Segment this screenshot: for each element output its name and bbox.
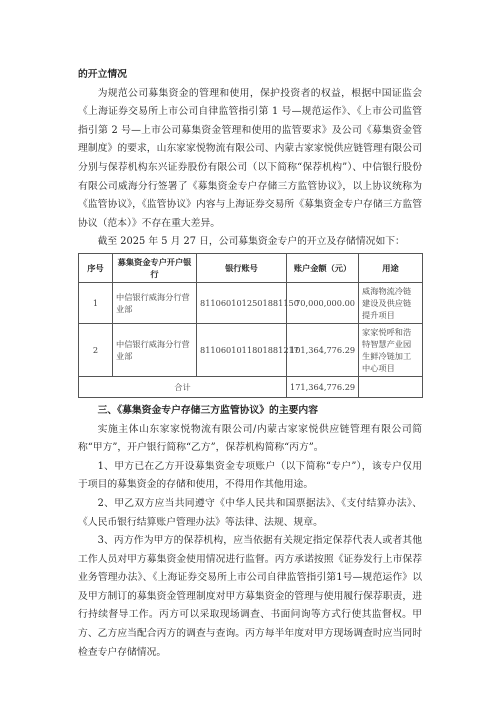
table-header-cell: 账户金额（元）: [287, 253, 359, 282]
table-total-value: 171,364,776.29: [287, 376, 359, 397]
table-cell-index: 1: [79, 282, 113, 323]
table-total-label: 合计: [79, 376, 287, 397]
paragraph-parties: 实施主体山东家家悦物流有限公司/内蒙古家家悦供应链管理有限公司简称“甲方”，开户银行简称“乙方”，保荐机构简称“丙方”。: [78, 423, 422, 454]
table-total-empty: [359, 376, 423, 397]
paragraph-clause-2: 2、甲乙双方应当共同遵守《中华人民共和国票据法》、《支付结算办法》、《人民币银行结算账户管理办法》等法律、法规、规章。: [78, 497, 422, 528]
table-cell-index: 2: [79, 323, 113, 376]
paragraph-regulation: 为规范公司募集资金的管理和使用，保护投资者的权益，根据中国证监会《上海证券交易所上市公司自律监管指引第 1 号—规范运作》、《上市公司监管指引第 2 号—上市公司募集资金管理和使用的监管要求》及公司《募集资金管理制度》的要求，山东家家悦物流有限公司、内蒙古家家悦供应链管理有限公司分别与保荐机构东兴证券股份有限公司（以下简称“保荐机构”）、中信银行股份有限公司威海分行签署了《募集资金专户存储三方监管协议》，以上协议统称为《监管协议》，《监管协议》内容与上海证券交易所《募集资金专户存储三方监管协议（范本）》不存在重大差异。: [78, 87, 422, 229]
table-row: [79, 323, 423, 376]
account-table: [78, 253, 423, 398]
table-header-cell: 银行账号: [197, 253, 287, 282]
table-cell-bank: 中信银行威海分行营业部: [113, 323, 197, 376]
paragraph-table-intro: 截至 2025 年 5 月 27 日，公司募集资金专户的开立及存储情况如下：: [97, 236, 405, 248]
table-cell-account: 8110601011801881217: [197, 323, 287, 376]
table-cell-purpose: 家家悦呼和浩特智慧产业园生鲜冷链加工中心项目: [359, 323, 423, 376]
section-heading-continued: 的开立情况: [78, 69, 127, 80]
table-header-row: [79, 253, 423, 282]
table-row: [79, 282, 423, 323]
paragraph-clause-3: 3、丙方作为甲方的保荐机构，应当依据有关规定指定保荐代表人或者其他工作人员对甲方募集资金使用情况进行监督。丙方承诺按照《证券发行上市保荐业务管理办法》、《上海证券交易所上市公司自律监管指引第1号—规范运作》以及甲方制订的募集资金管理制度对甲方募集资金的管理与使用履行保荐职责，进行持续督导工作。丙方可以采取现场调查、书面问询等方式行使其监督权。甲方、乙方应当配合丙方的调查与查询。丙方每半年度对甲方现场调查时应当同时检查专户存储情况。: [78, 535, 422, 658]
table-cell-bank: 中信银行威海分行营业部: [113, 282, 197, 323]
table-cell-amount: 70,000,000.00: [287, 282, 359, 323]
table-header-cell: 用途: [359, 253, 423, 282]
paragraph-clause-1: 1、甲方已在乙方开设募集资金专项账户（以下简称“专户”），该专户仅用于项目的募集资金的存储和使用，不得用作其他用途。: [78, 460, 422, 491]
table-cell-purpose: 威海物流冷链建设及供应链提升项目: [359, 282, 423, 323]
table-header-cell: 募集资金专户开户银行: [113, 253, 197, 282]
table-cell-amount: 101,364,776.29: [287, 323, 359, 376]
table-total-row: [79, 376, 423, 397]
document-body: [78, 66, 422, 662]
table-cell-account: 8110601012501881150: [197, 282, 287, 323]
table-header-cell: 序号: [79, 253, 113, 282]
section-heading: 三、《募集资金专户存储三方监管协议》的主要内容: [97, 404, 319, 416]
